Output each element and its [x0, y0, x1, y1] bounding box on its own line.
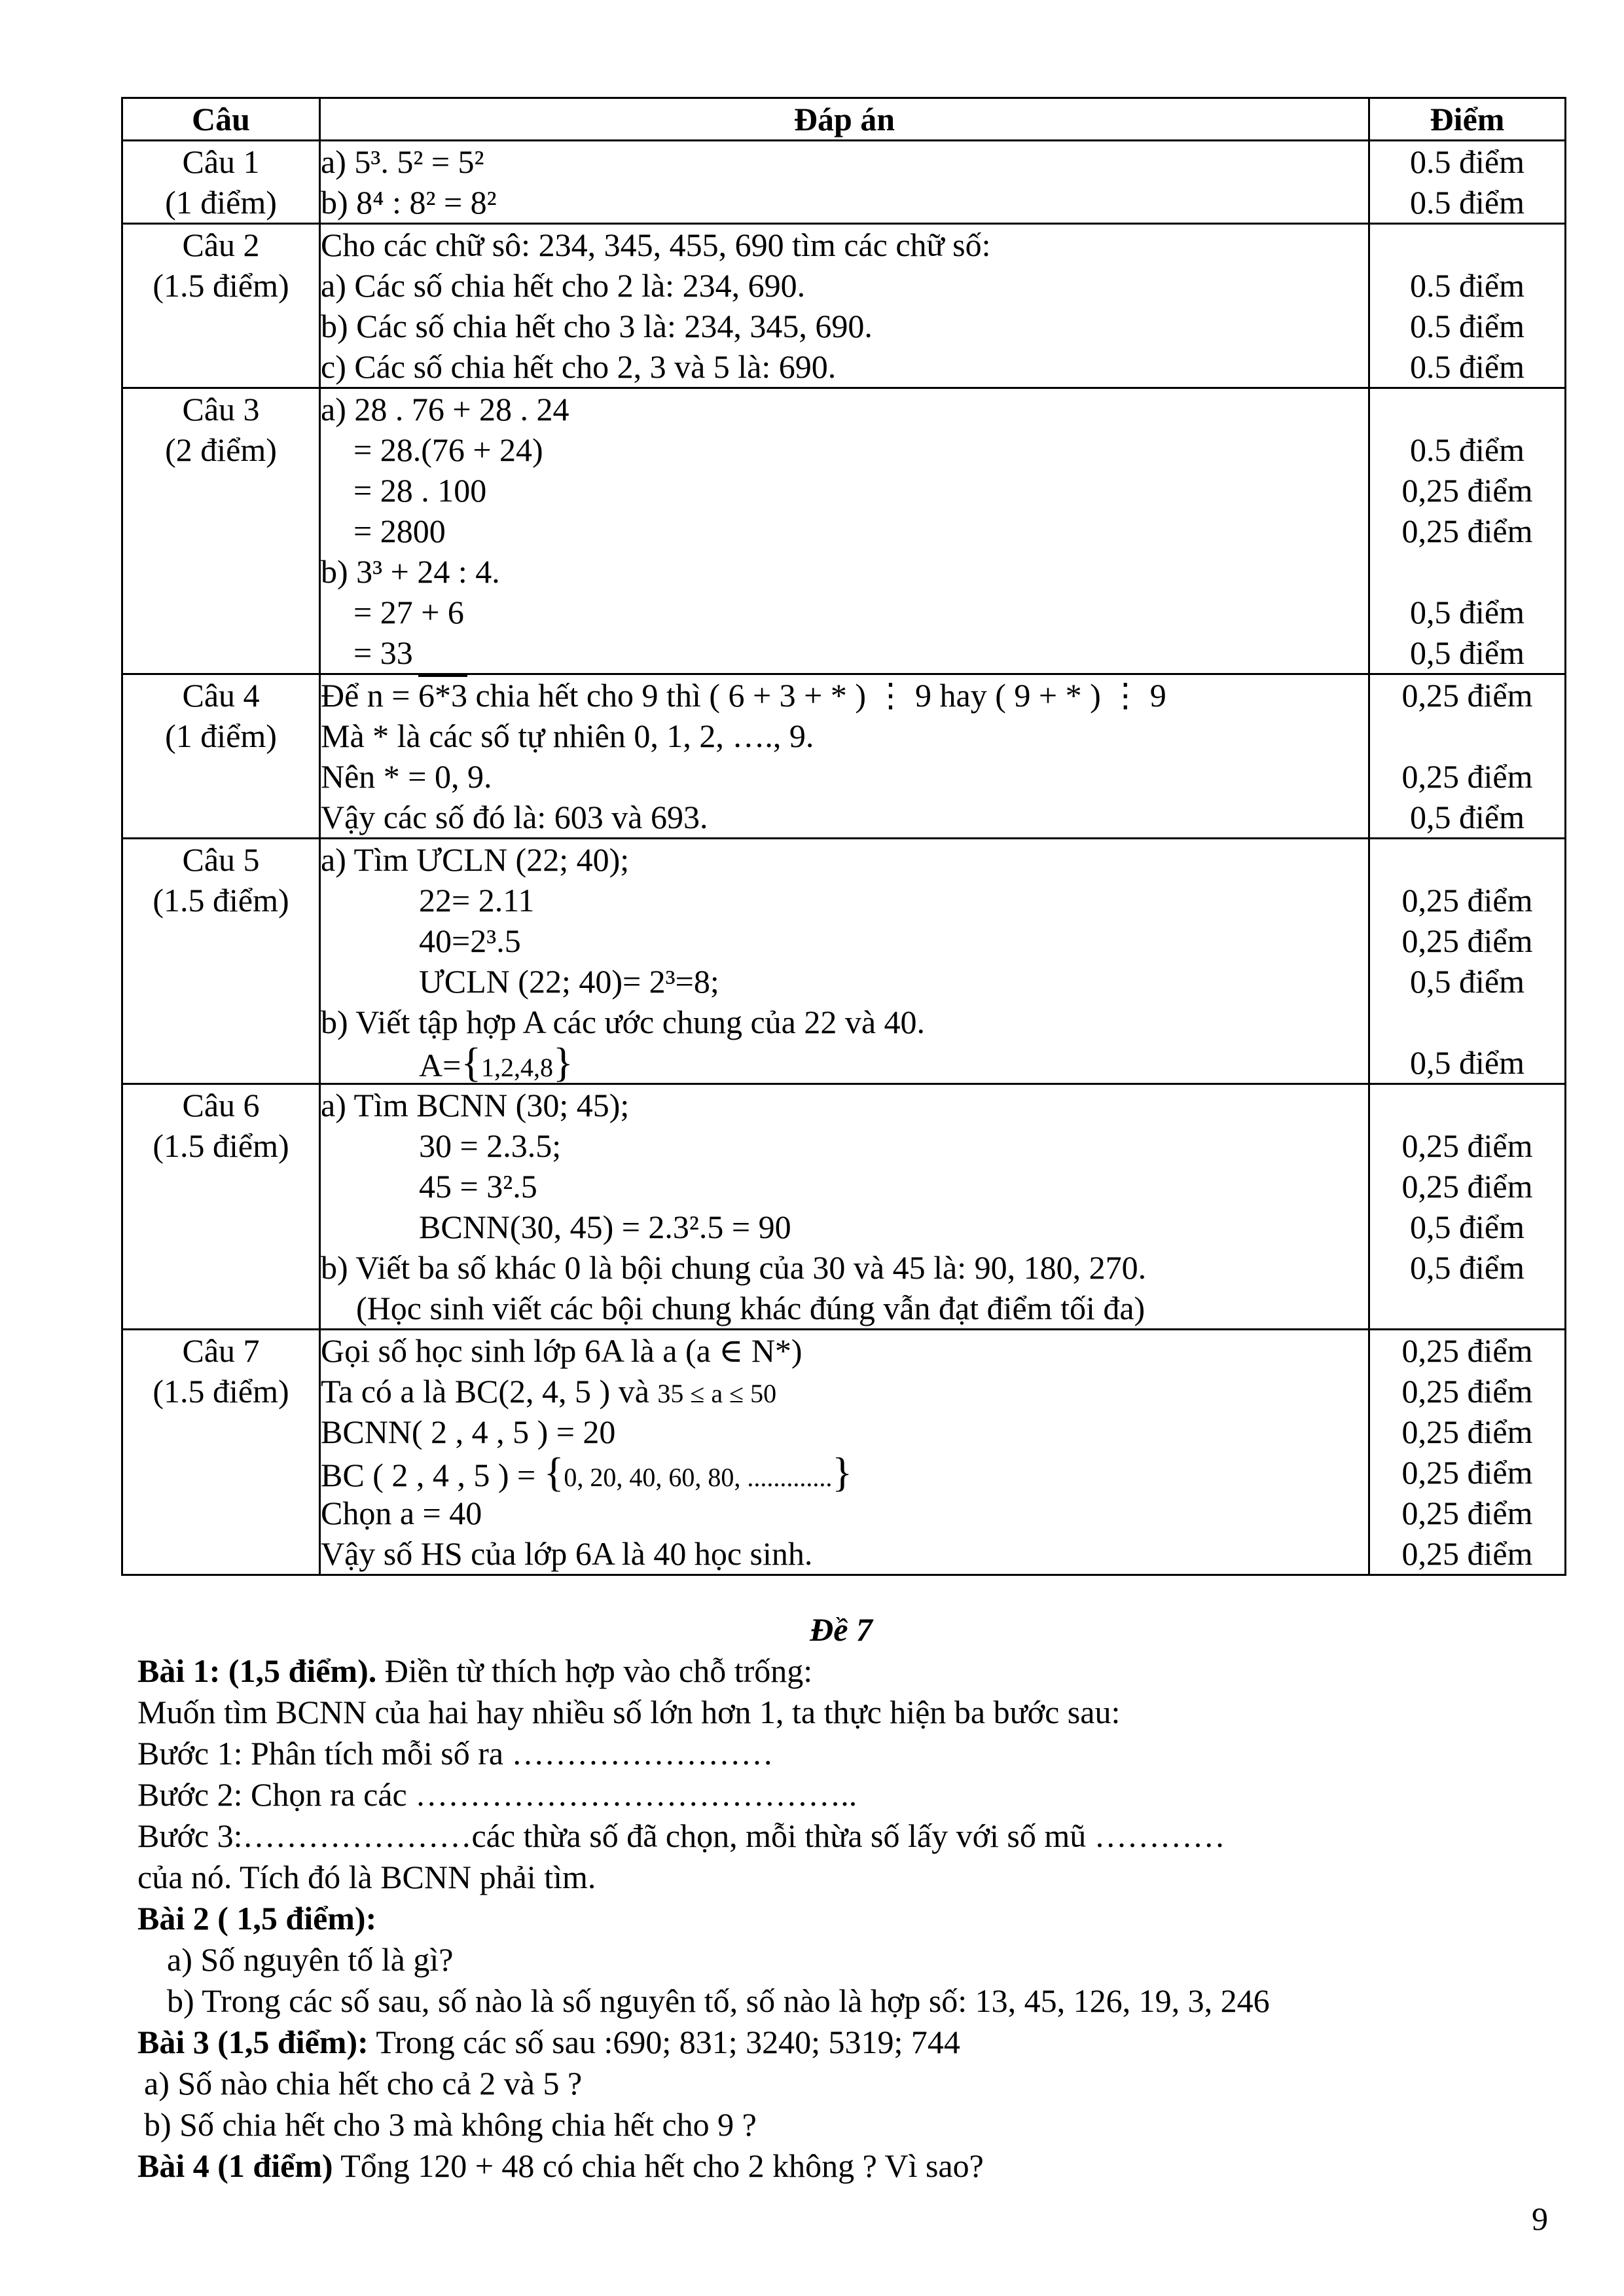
- answer-cell: a) 28 . 76 + 28 . 24 = 28.(76 + 24) = 28 . 100 = 2800 b) 3³ + 24 : 4. = 27 + 6 = 33: [320, 388, 1369, 674]
- points-cell: 0.5 điểm 0.5 điểm 0.5 điểm: [1369, 224, 1566, 388]
- answer-cell: a) Tìm BCNN (30; 45); 30 = 2.3.5; 45 = 3².5 BCNN(30, 45) = 2.3².5 = 90 b) Viết ba số khác 0 là bội chung của 30 và 45 là: 90, 180, 270. (Học sinh viết các bội chung khác đúng vẫn đạt điểm tối đa): [320, 1084, 1369, 1330]
- exam-title: Đề 7: [810, 1611, 873, 1648]
- answer-table: [121, 97, 1566, 1576]
- points-cell: 0,25 điểm 0,25 điểm 0,5 điểm 0,5 điểm: [1369, 1084, 1566, 1330]
- question-cell: Câu 7 (1.5 điểm): [122, 1330, 320, 1575]
- table-row: [122, 674, 1566, 839]
- page-number: 9: [1532, 2200, 1548, 2237]
- points-cell: 0.5 điểm 0.5 điểm: [1369, 141, 1566, 224]
- answer-cell: Để n = 6*3 chia hết cho 9 thì ( 6 + 3 + * ) ⋮ 9 hay ( 9 + * ) ⋮ 9 Mà * là các số tự nhiên 0, 1, 2, …., 9. Nên * = 0, 9. Vậy các số đó là: 603 và 693.: [320, 674, 1369, 839]
- table-row: [122, 1084, 1566, 1330]
- question-cell: Câu 6 (1.5 điểm): [122, 1084, 320, 1330]
- question-cell: Câu 1 (1 điểm): [122, 141, 320, 224]
- table-row: [122, 224, 1566, 388]
- points-cell: 0,25 điểm 0,25 điểm 0,5 điểm: [1369, 674, 1566, 839]
- table-row: [122, 839, 1566, 1084]
- question-cell: Câu 2 (1.5 điểm): [122, 224, 320, 388]
- overlined-number: 6*3: [418, 677, 467, 714]
- answer-cell: Cho các chữ sô: 234, 345, 455, 690 tìm các chữ số: a) Các số chia hết cho 2 là: 234, 690. b) Các số chia hết cho 3 là: 234, 345, 690. c) Các số chia hết cho 2, 3 và 5 là: 690.: [320, 224, 1369, 388]
- question-cell: Câu 3 (2 điểm): [122, 388, 320, 674]
- bai-2-heading: Bài 2 ( 1,5 điểm):: [137, 1900, 377, 1937]
- bai-4-heading: Bài 4 (1 điểm) Tổng 120 + 48 có chia hết cho 2 không ? Vì sao?: [137, 2147, 984, 2184]
- points-cell: 0.5 điểm 0,25 điểm 0,25 điểm 0,5 điểm 0,5 điểm: [1369, 388, 1566, 674]
- answer-cell: a) 5³. 5² = 5² b) 8⁴ : 8² = 8²: [320, 141, 1369, 224]
- table-header-row: [122, 98, 1566, 141]
- question-cell: Câu 5 (1.5 điểm): [122, 839, 320, 1084]
- bai-3-heading: Bài 3 (1,5 điểm): Trong các số sau :690; 831; 3240; 5319; 744: [137, 2024, 960, 2060]
- header-dap-an: Đáp án: [320, 98, 1369, 141]
- answer-cell: a) Tìm ƯCLN (22; 40); 22= 2.11 40=2³.5 ƯCLN (22; 40)= 2³=8; b) Viết tập hợp A các ước chung của 22 và 40. A={1,2,4,8}: [320, 839, 1369, 1084]
- table-row: [122, 141, 1566, 224]
- points-cell: 0,25 điểm 0,25 điểm 0,5 điểm 0,5 điểm: [1369, 839, 1566, 1084]
- header-cau: Câu: [122, 98, 320, 141]
- bai-1-heading: Bài 1: (1,5 điểm). Điền từ thích hợp vào chỗ trống:: [137, 1652, 813, 1689]
- table-row: [122, 388, 1566, 674]
- answer-cell: Gọi số học sinh lớp 6A là a (a ∈ N*) Ta có a là BC(2, 4, 5 ) và 35 ≤ a ≤ 50 BCNN( 2 , 4 , 5 ) = 20 BC ( 2 , 4 , 5 ) = {0, 20, 40, 60, 80, .............} Chọn a = 40 Vậy số HS của lớp 6A là 40 học sinh.: [320, 1330, 1369, 1575]
- table-row: [122, 1330, 1566, 1575]
- question-cell: Câu 4 (1 điểm): [122, 674, 320, 839]
- exam-section: Đề 7 Bài 1: (1,5 điểm). Điền từ thích hợp vào chỗ trống: Muốn tìm BCNN của hai hay nhiều số lớn hơn 1, ta thực hiện ba bước sau: Bước 1: Phân tích mỗi số ra …………………… Bước 2: Chọn ra các ………………………………….. Bước 3:…………………các thừa số đã chọn, mỗi thừa số lấy với số mũ ………… của nó. Tích đó là BCNN phải tìm. Bài 2 ( 1,5 điểm): a) Số nguyên tố là gì? b) Trong các số sau, số nào là số nguyên tố, số nào là hợp số: 13, 45, 126, 19, 3, 246 Bài 3 (1,5 điểm): Trong các số sau :690; 831; 3240; 5319; 744 a) Số nào chia hết cho cả 2 và 5 ? b) Số chia hết cho 3 mà không chia hết cho 9 ? Bài 4 (1 điểm) Tổng 120 + 48 có chia hết cho 2 không ? Vì sao?: [121, 1609, 1561, 2187]
- points-cell: 0,25 điểm 0,25 điểm 0,25 điểm 0,25 điểm 0,25 điểm 0,25 điểm: [1369, 1330, 1566, 1575]
- header-diem: Điểm: [1369, 98, 1566, 141]
